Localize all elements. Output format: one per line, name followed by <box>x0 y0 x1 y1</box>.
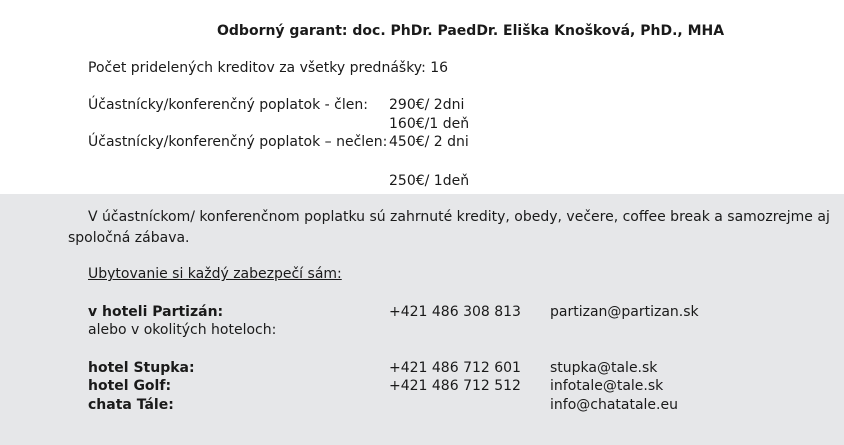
nonmember-fee-price-1day: 250€/ 1deň <box>389 173 470 189</box>
accommodation-heading: Ubytovanie si každý zabezpečí sám: <box>88 266 342 282</box>
hotel-partizan-name: v hoteli Partizán: <box>88 304 224 320</box>
hotel-stupka-email: stupka@tale.sk <box>550 360 658 376</box>
member-fee-label: Účastnícky/konferenčný poplatok - člen: <box>88 97 368 113</box>
nonmember-fee-label: Účastnícky/konferenčný poplatok – nečlen: <box>88 134 388 150</box>
guarantor-heading: Odborný garant: doc. PhDr. PaedDr. Eliška Knošková, PhD., MHA <box>217 23 725 39</box>
included-text-line2: spoločná zábava. <box>68 230 190 246</box>
alternative-hotels-text: alebo v okolitých hoteloch: <box>88 322 277 338</box>
hotel-golf-email: infotale@tale.sk <box>550 378 664 394</box>
hotel-partizan-phone: +421 486 308 813 <box>389 304 521 320</box>
credits-text: Počet pridelených kreditov za všetky prednášky: 16 <box>88 60 449 76</box>
chata-tale-email: info@chatatale.eu <box>550 397 678 413</box>
nonmember-fee-price-2days: 450€/ 2 dni <box>389 134 469 150</box>
hotel-stupka-phone: +421 486 712 601 <box>389 360 521 376</box>
hotel-golf-phone: +421 486 712 512 <box>389 378 521 394</box>
hotel-partizan-email: partizan@partizan.sk <box>550 304 699 320</box>
included-text-line1: V účastníckom/ konferenčnom poplatku sú zahrnuté kredity, obedy, večere, coffee break a samozrejme aj <box>88 209 830 225</box>
hotel-golf-name: hotel Golf: <box>88 378 172 394</box>
member-fee-price-1day: 160€/1 deň <box>389 116 470 132</box>
hotel-stupka-name: hotel Stupka: <box>88 360 195 376</box>
chata-tale-name: chata Tále: <box>88 397 174 413</box>
member-fee-price-2days: 290€/ 2dni <box>389 97 465 113</box>
